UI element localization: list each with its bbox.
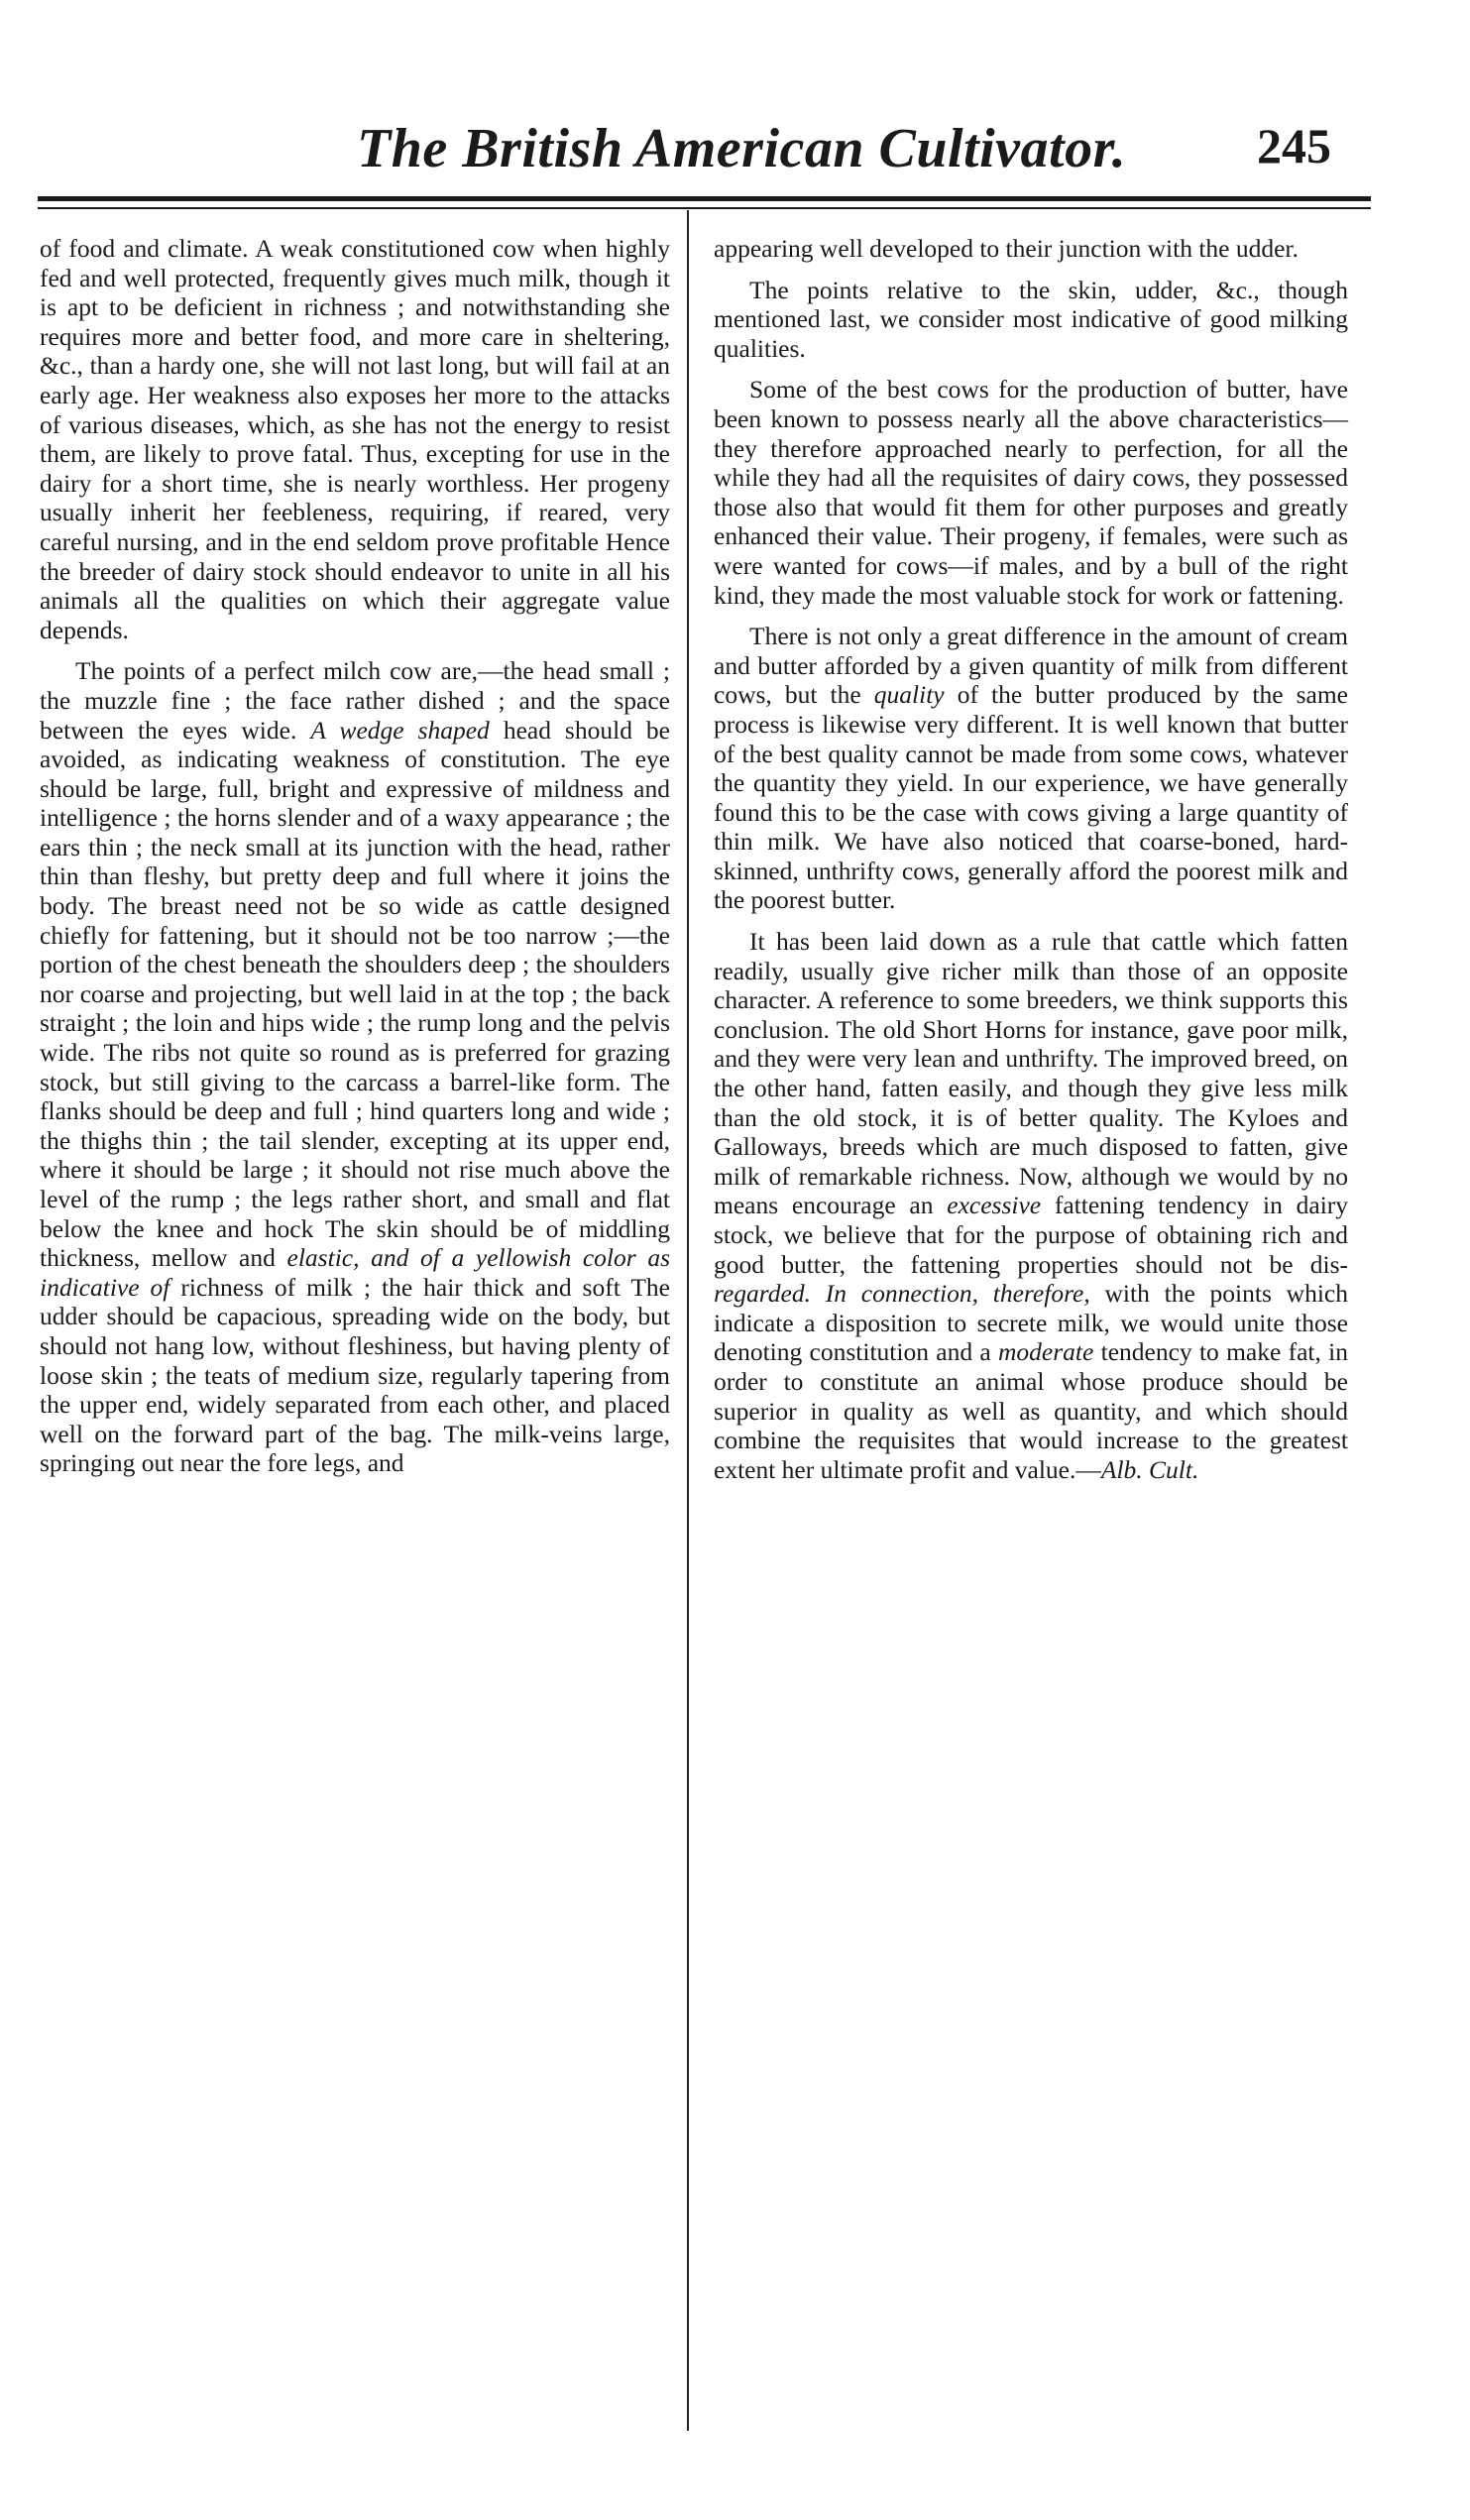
paragraph <box>714 622 1348 915</box>
paragraph: appearing well developed to their junction with the udder. <box>714 234 1299 263</box>
paragraph: of food and climate. A weak constitutioned cow when highly fed and well protected, frequently gives much milk, though it is apt to be deficient in richness ; and notwithstanding she requires more and better food, and more care in sheltering, &c., than a hardy one, she will not last long, but will fail at an early age. Her weakness also exposes her more to the attacks of various diseases, which, as she has not the energy to resist them, are likely to prove fatal. Thus, excepting for use in the dairy for a short time, she is nearly worthless. Her progeny usually inherit her feebleness, requiring, if reared, very careful nursing, and in the end seldom prove profitable Hence the breeder of dairy stock should endeavor to unite in all his animals all the qualities on which their aggregate value depends. <box>40 234 670 644</box>
italic-run: quality <box>873 680 945 710</box>
text-run: It has been laid down as a rule that cattle which fatten readily, usually give richer milk than those of an opposite character. A reference to some breeders, we think supports this conclusion. The old Short Horns for instance, gave poor milk, and they were very lean and unthrifty. The improved breed, on the other hand, fatten easily, and though they give less milk than the old stock, it is of better quality. The Kyloes and Galloways, breeds which are much disposed to fatten, give milk of remarkable richness. Now, although we would by no means encourage an <box>714 927 1348 1220</box>
paragraph <box>40 656 670 1478</box>
text-run: with the points which indicate a disposition to secrete milk, we would unite those denoting constitution and a <box>714 1279 1348 1367</box>
page-number: 245 <box>1257 118 1331 173</box>
paragraph: The points relative to the skin, udder, &c., though mentioned last, we consider most indicative of good milking qualities. <box>714 275 1348 363</box>
running-title: The British American Cultivator. <box>357 118 1127 179</box>
text-run: There is not only a great difference in the amount of cream and butter afforded by a given quantity of milk from different cows, but the <box>714 622 1348 710</box>
header-rule-thick <box>38 196 1371 201</box>
text-run: The points of a perfect milch cow are,—the head small ; the muzzle fine ; the face rather dished ; and the space between the eyes wide. <box>40 656 670 745</box>
paragraph: Some of the best cows for the production of butter, have been known to possess nearly all the above characteristics—they therefore approached nearly to perfection, for all the while they had all the requisites of dairy cows, they possessed those also that would fit them for other purposes and greatly enhanced their value. Their progeny, if females, were such as were wanted for cows—if males, and by a bull of the right kind, they made the most valuable stock for work or fattening. <box>714 375 1348 610</box>
text-run: richness of milk ; the hair thick and soft The udder should be capacious, spreading wide on the body, but should not hang low, without fleshiness, but having plenty of loose skin ; the teats of medium size, regularly tapering from the upper end, widely separated from each other, and placed well on the forward part of the bag. The milk-veins large, springing out near the fore legs, and <box>40 1272 670 1478</box>
italic-run: regarded. In connection, therefore, <box>714 1279 1090 1309</box>
text-run: head should be avoided, as indicating weakness of constitution. The eye should be large, full, bright and expressive of mildness and intelligence ; the horns slender and of a waxy appearance ; the ears thin ; the neck small at its junction with the head, rather thin than fleshy, but pretty deep and full where it joins the body. The breast need not be so wide as cattle designed chiefly for fattening, but it should not be too narrow ;—the portion of the chest beneath the shoulders deep ; the shoulders nor coarse and projecting, but well laid in at the top ; the back straight ; the loin and hips wide ; the rump long and the pelvis wide. The ribs not quite so round as is preferred for grazing stock, but still giving to the carcass a barrel-like form. The flanks should be deep and full ; hind quarters long and wide ; the thighs thin ; the tail slender, excepting at its upper end, where it should be large ; it should not rise much above the level of the rump ; the legs rather short, and small and flat below the knee and hock The skin should be of middling thickness, mellow and <box>40 715 671 1273</box>
text-run: of the butter produced by the same process is likewise very different. It is well known that butter of the best quality cannot be made from some cows, whatever the quantity they yield. In our experience, we have generally found this to be the case with cows giving a large quantity of thin milk. We have also noticed that coarse-boned, hard-skinned, unthrifty cows, generally afford the poorest milk and the poorest butter. <box>714 680 1348 915</box>
right-column <box>714 234 1348 1496</box>
text-run: tendency to make fat, in order to constitute an animal whose produce should be superior in quality as well as quantity, and which should combine the requisites that would increase to the greatest extent her ultimate profit and value.— <box>714 1337 1349 1484</box>
italic-run: moderate <box>998 1337 1094 1367</box>
header-rule-thin <box>38 207 1371 209</box>
page-header <box>0 117 1470 206</box>
column-divider <box>687 210 689 2431</box>
italic-run: excessive <box>947 1191 1042 1220</box>
left-column <box>40 234 670 1490</box>
source-signature: Alb. Cult. <box>1100 1454 1199 1484</box>
italic-run: A wedge shaped <box>310 715 490 745</box>
text-run: fattening tendency in dairy stock, we believe that for the purpose of obtaining rich and good butter, the fattening properties should not be dis- <box>714 1191 1349 1279</box>
italic-run: elastic, and of a yellowish color as indicative of <box>40 1243 670 1302</box>
paragraph <box>714 927 1348 1484</box>
